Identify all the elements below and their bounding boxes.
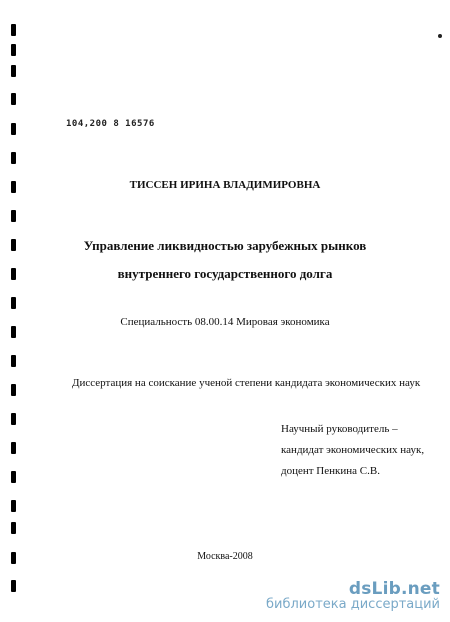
title-line-1: Управление ликвидностью зарубежных рынков [83,238,367,253]
library-stamp: 104,200 8 16576 [66,119,155,129]
watermark-logo: dsLib.net [348,579,440,599]
supervisor-line-2: кандидат экономических наук, [281,444,425,456]
supervisor-block [281,419,424,482]
binding-mark [11,24,16,36]
binding-mark [11,44,16,56]
binding-mark [11,123,16,135]
author-name: ТИССЕН ИРИНА ВЛАДИМИРОВНА [129,179,321,191]
binding-mark [11,471,16,483]
binding-mark [11,384,16,396]
binding-mark [11,500,16,512]
binding-mark [11,355,16,367]
dissertation-statement: Диссертация на соискание ученой степени кандидата экономических наук [72,377,421,389]
specialty-text: Специальность 08.00.14 Мировая экономика [120,316,330,328]
title-line-2: внутреннего государственного долга [117,266,333,281]
binding-mark [11,442,16,454]
city-year: Москва-2008 [197,551,253,562]
binding-marks [11,0,17,622]
binding-mark [11,297,16,309]
watermark [266,579,440,612]
binding-mark [11,65,16,77]
supervisor-line-1: Научный руководитель – [281,423,398,435]
binding-mark [11,413,16,425]
binding-mark [11,522,16,534]
scan-speck [438,34,442,38]
binding-mark [11,93,16,105]
binding-mark [11,210,16,222]
binding-mark [11,580,16,592]
supervisor-line-3: доцент Пенкина С.В. [281,465,380,477]
watermark-subtitle: библиотека диссертаций [266,597,440,612]
binding-mark [11,152,16,164]
